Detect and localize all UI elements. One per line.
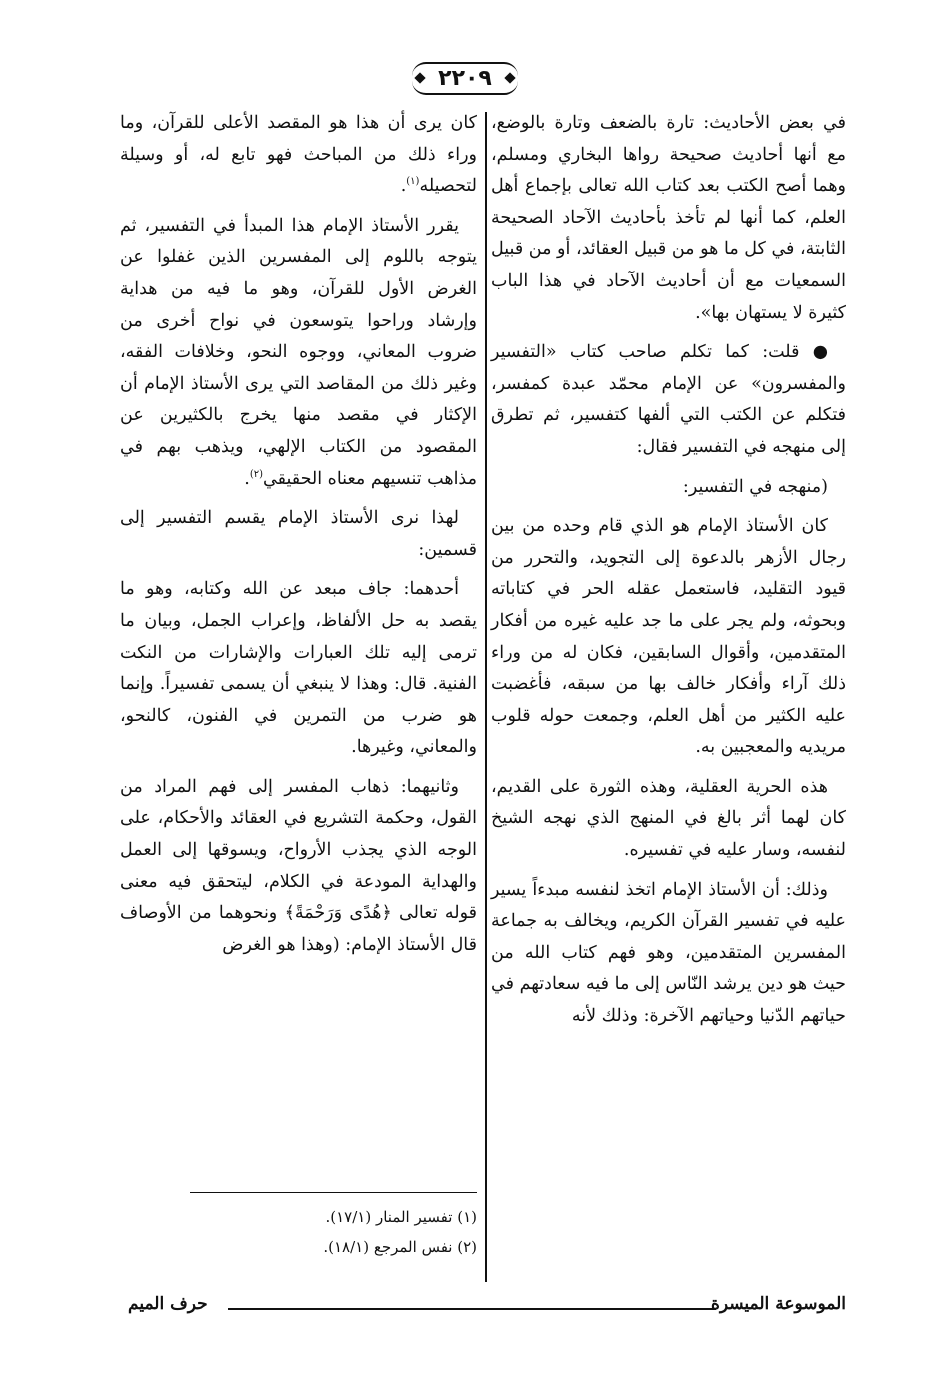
page-number-text: ٢٢٠٩ — [438, 65, 492, 91]
footnote-ref: (١) — [406, 176, 420, 188]
paragraph-text: كان يرى أن هذا هو المقصد الأعلى للقرآن، وما وراء ذلك من المباحث فهو تابع له، أو وسيلة لتحصيله — [120, 113, 477, 197]
footnote: (١) تفسير المنار (١٧/١). — [325, 1208, 477, 1226]
right-column — [491, 108, 846, 1041]
paragraph: (منهجه في التفسير: — [682, 476, 828, 497]
footnotes — [120, 1202, 477, 1262]
paragraph: في بعض الأحاديث: تارة بالضعف وتارة بالوضع، مع أنها أحاديث صحيحة رواها البخاري ومسلم، وهما أصح الكتب بعد كتاب الله تعالى بإجماع أهل العلم، كما أنها لم تأخذ بأحاديث الآحاد الصحيحة الثابتة، في كل ما هو من قبيل العقائد، أو من قبيل السمعيات مع أن أحاديث الآحاد في هذا الباب كثيرة لا يستهان بها». — [491, 113, 846, 323]
paragraph-end: . — [400, 176, 407, 197]
footer-rule — [228, 1308, 716, 1310]
paragraph: وذلك: أن الأستاذ الإمام اتخذ لنفسه مبدءاً يسير عليه في تفسير القرآن الكريم، ويخالف به جماعة المفسرين المتقدمين، وهو فهم كتاب الله من حيث هو دين يرشد النّاس إلى ما فيه سعادتهم في حياتهم الدّنيا وحياتهم الآخرة: وذلك لأنه — [491, 879, 846, 1027]
footer-section-title: حرف الميم — [128, 1294, 208, 1314]
paragraph-end: . — [244, 468, 250, 489]
page-footer — [128, 1294, 846, 1318]
page-number-frame — [412, 62, 518, 95]
paragraph: وثانيهما: ذهاب المفسر إلى فهم المراد من القول، وحكمة التشريع في العقائد والأحكام، على الوجه الذي يجذب الأرواح، ويسوقها إلى العمل والهداية المودعة في الكلام، ليتحقق فيه معنى قوله تعالى ﴿هُدًى وَرَحْمَةً﴾ ونحوهما من الأوصاف قال الأستاذ الإمام: (وهذا هو الغرض — [120, 776, 477, 955]
footer-encyclopedia-title: الموسوعة الميسرة — [710, 1294, 846, 1314]
footnote-ref: (٢) — [249, 468, 264, 480]
column-divider — [485, 112, 487, 1282]
page-number — [410, 60, 520, 96]
left-column — [120, 108, 477, 969]
paragraph: لهذا نرى الأستاذ الإمام يقسم التفسير إلى قسمين: — [120, 508, 477, 560]
ornament-dot — [504, 72, 515, 83]
footnote: (٢) نفس المرجع (١٨/١). — [323, 1238, 477, 1256]
paragraph: ● قلت: كما تكلم صاحب كتاب «التفسير والمفسرون» عن الإمام محمّد عبدة كمفسر، فتكلم عن الكتب التي ألفها كتفسير، ثم تطرق إلى منهجه في التفسير فقال: — [491, 342, 846, 457]
ornament-dot — [414, 72, 425, 83]
paragraph: هذه الحرية العقلية، وهذه الثورة على القديم، كان لهما أثر بالغ في المنهج الذي نهجه الشيخ لنفسه، وسار عليه في تفسيره. — [491, 776, 846, 861]
paragraph: أحدهما: جاف مبعد عن الله وكتابه، وهو ما يقصد به حل الألفاظ، وإعراب الجمل، وبيان ما ترمى إليه تلك العبارات والإشارات من النكت الفنية. قال: وهذا لا ينبغي أن يسمى تفسيراً. وإنما هو ضرب من التمرين في الفنون، كالنحو، والمعاني، وغيرها. — [120, 579, 477, 758]
paragraph — [120, 211, 477, 495]
footnote-divider — [190, 1192, 477, 1193]
paragraph — [120, 108, 477, 203]
paragraph: كان الأستاذ الإمام هو الذي قام وحده من بين رجال الأزهر بالدعوة إلى التجويد، والتحرر من قيود التقليد، فاستعمل عقله الحر في كتاباته وبحوثه، ولم يجر على ما جد عليه غيره من أفكار المتقدمين، وأقوال السابقين، فكان له من وراء ذلك آراء وأفكار خالف بها من سبقه، فأغضبت عليه الكثير من أهل العلم، وجمعت حوله قلوب مريديه والمعجبين به. — [491, 516, 846, 758]
paragraph-text: يقرر الأستاذ الإمام هذا المبدأ في التفسير، ثم يتوجه باللوم إلى المفسرين الذين غفلوا عن الغرض الأول للقرآن، وهو ما فيه من هداية وإرشاد وراحوا يتوسعون في نواح أخرى من ضروب المعاني، ووجوه النحو، وخلافات الفقه، وغير ذلك من المقاصد التي يرى الأستاذ الإمام أن الإكثار في مقصد منها يخرج بالكثيرين عن المقصود من الكتاب الإلهي، ويذهب بهم في مذاهب تنسيهم معناه الحقيقي — [120, 215, 477, 489]
